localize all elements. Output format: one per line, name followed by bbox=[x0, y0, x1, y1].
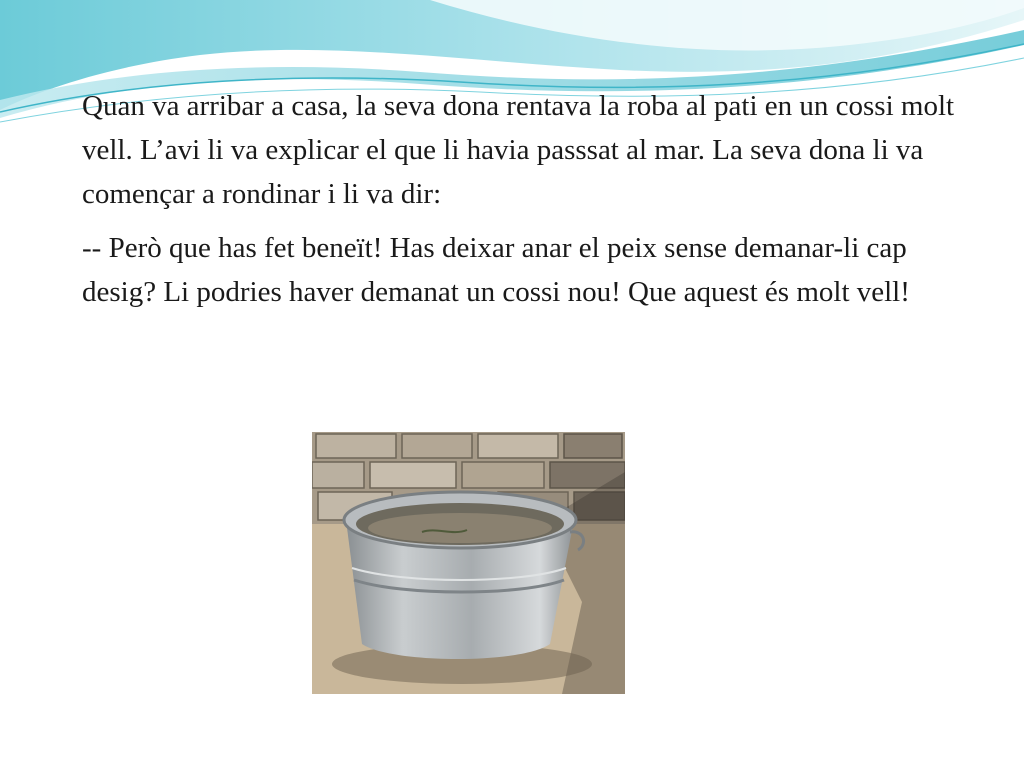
slide-paragraph-1: Quan va arribar a casa, la seva dona rentava la roba al pati en un cossi molt vell. L’avi li va explicar el que li havia passsat al mar. La seva dona li va començar a rondinar i li va dir: bbox=[82, 90, 955, 210]
slide-paragraph-2: -- Però que has fet beneït! Has deixar anar el peix sense demanar-li cap desig? Li podries haver demanat un cossi nou! Que aquest és molt vell! bbox=[82, 232, 910, 308]
slide-body-text bbox=[82, 84, 982, 314]
washtub-photo bbox=[312, 432, 625, 694]
